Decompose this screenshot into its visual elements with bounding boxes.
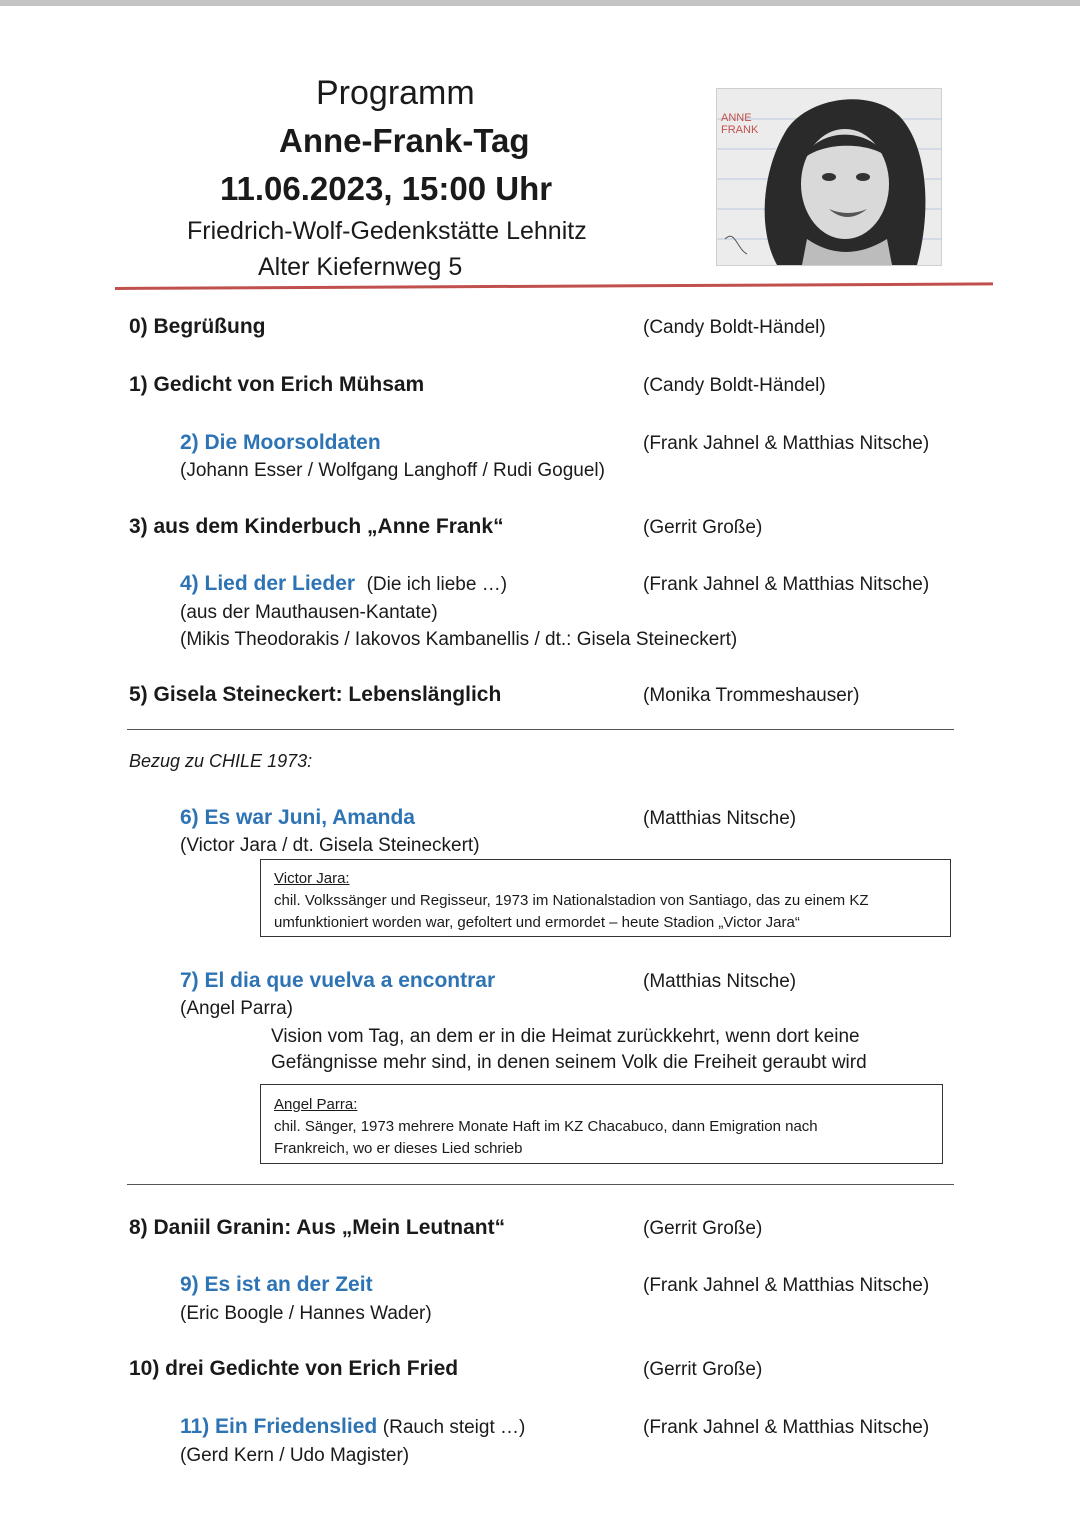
item-performer: (Candy Boldt-Händel) (643, 375, 826, 396)
song-title: 6) Es war Juni, Amanda (180, 806, 415, 829)
item-title: 8) Daniil Granin: Aus „Mein Leutnant“ (129, 1216, 506, 1239)
note-heading: Victor Jara: (274, 870, 350, 887)
song-description: Gefängnisse mehr sind, in denen seinem Volk die Freiheit geraubt wird (271, 1052, 867, 1073)
item-performer: (Gerrit Große) (643, 517, 763, 538)
song-title: 2) Die Moorsoldaten (180, 431, 381, 454)
venue-name: Friedrich-Wolf-Gedenkstätte Lehnitz (187, 217, 587, 245)
song-title-row (180, 572, 507, 596)
item-performer: (Frank Jahnel & Matthias Nitsche) (643, 433, 930, 454)
item-title: 5) Gisela Steineckert: Lebenslänglich (129, 683, 502, 706)
song-subtitle: (Die ich liebe …) (366, 574, 508, 595)
item-performer: (Frank Jahnel & Matthias Nitsche) (643, 1417, 930, 1438)
song-credits: (Eric Boogle / Hannes Wader) (180, 1303, 432, 1324)
section-divider (127, 729, 954, 730)
song-title: 11) Ein Friedenslied (180, 1415, 378, 1438)
song-credits: (Victor Jara / dt. Gisela Steineckert) (180, 835, 480, 856)
item-title: 3) aus dem Kinderbuch „Anne Frank“ (129, 515, 504, 538)
note-text: chil. Volkssänger und Regisseur, 1973 im Nationalstadion von Santiago, das zu einem KZ (274, 892, 869, 909)
song-title: 7) El dia que vuelva a encontrar (180, 969, 496, 992)
song-credits: (Gerd Kern / Udo Magister) (180, 1445, 410, 1466)
photo-caption-line1: ANNE (721, 112, 752, 124)
song-subtitle: (Rauch steigt …) (382, 1417, 526, 1438)
item-performer: (Frank Jahnel & Matthias Nitsche) (643, 574, 930, 595)
program-label: Programm (316, 74, 475, 112)
song-credits: (Angel Parra) (180, 998, 293, 1019)
note-text: Frankreich, wo er dieses Lied schrieb (274, 1140, 523, 1157)
anne-frank-photo (716, 88, 942, 266)
song-title: 4) Lied der Lieder (180, 572, 356, 595)
page-title: Anne-Frank-Tag (279, 122, 530, 159)
item-performer: (Matthias Nitsche) (643, 808, 797, 829)
event-datetime: 11.06.2023, 15:00 Uhr (220, 170, 553, 207)
item-title: 10) drei Gedichte von Erich Fried (129, 1357, 459, 1380)
section-divider (127, 1184, 954, 1185)
item-performer: (Gerrit Große) (643, 1218, 763, 1239)
venue-address: Alter Kiefernweg 5 (258, 253, 463, 281)
song-title: 9) Es ist an der Zeit (180, 1273, 373, 1296)
item-title: 1) Gedicht von Erich Mühsam (129, 373, 425, 396)
note-box-victor-jara (260, 859, 951, 937)
song-credits: (Johann Esser / Wolfgang Langhoff / Rudi Goguel) (180, 460, 605, 481)
note-text: umfunktioniert worden war, gefoltert und ermordet – heute Stadion „Victor Jara“ (274, 914, 800, 931)
note-heading: Angel Parra: (274, 1096, 358, 1113)
note-text: chil. Sänger, 1973 mehrere Monate Haft im KZ Chacabuco, dann Emigration nach (274, 1118, 818, 1135)
item-title: 0) Begrüßung (129, 315, 266, 338)
item-performer: (Gerrit Große) (643, 1359, 763, 1380)
note-box-angel-parra (260, 1084, 943, 1164)
song-credits: (Mikis Theodorakis / Iakovos Kambanellis / dt.: Gisela Steineckert) (180, 629, 738, 650)
item-performer: (Frank Jahnel & Matthias Nitsche) (643, 1275, 930, 1296)
item-performer: (Candy Boldt-Händel) (643, 317, 826, 338)
song-title-row (180, 1415, 525, 1439)
item-performer: (Monika Trommeshauser) (643, 685, 860, 706)
top-border (0, 0, 1080, 6)
photo-caption-line2: FRANK (721, 124, 759, 136)
item-performer: (Matthias Nitsche) (643, 971, 797, 992)
song-credits: (aus der Mauthausen-Kantate) (180, 602, 438, 623)
song-description: Vision vom Tag, an dem er in die Heimat zurückkehrt, wenn dort keine (271, 1026, 860, 1047)
header-divider (115, 282, 993, 290)
section-label: Bezug zu CHILE 1973: (129, 751, 313, 771)
